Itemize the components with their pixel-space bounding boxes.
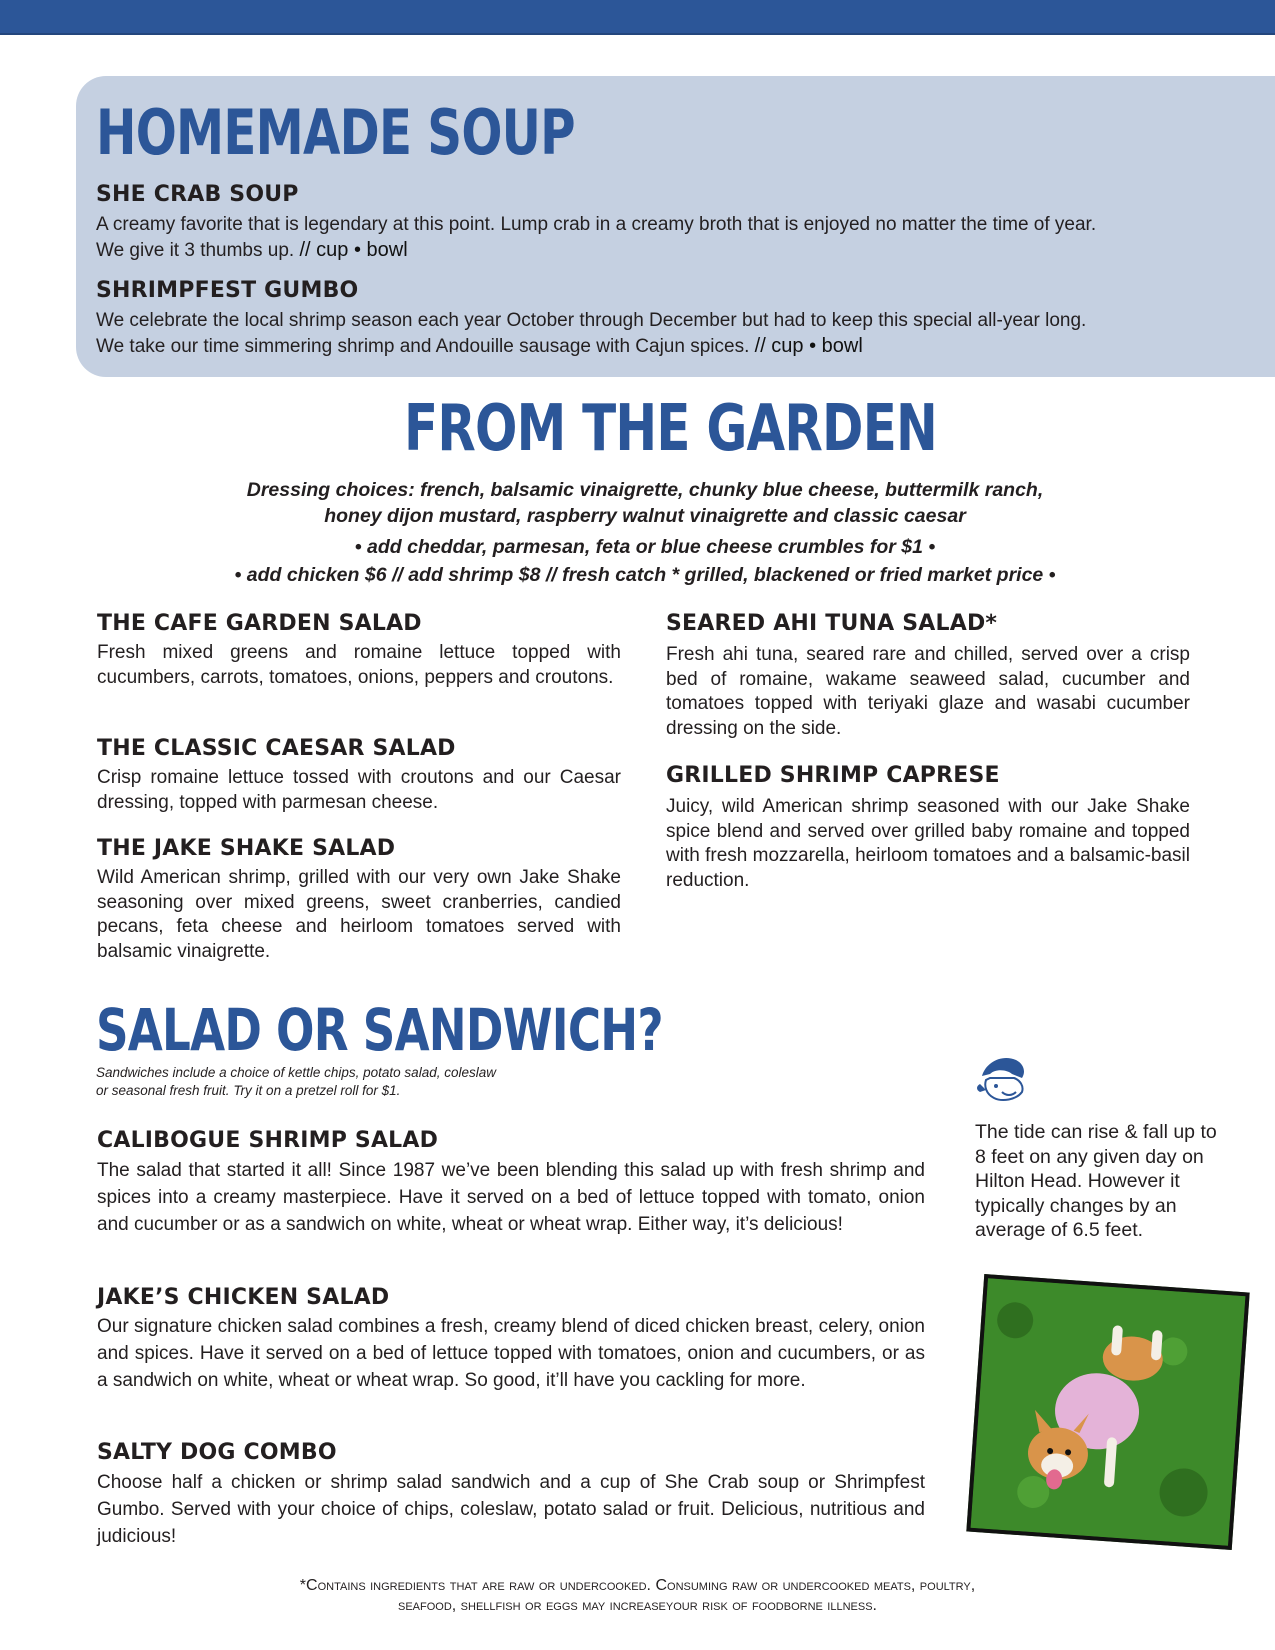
garden-section-title: FROM THE GARDEN (404, 392, 938, 466)
sandwich-section-title: SALAD OR SANDWICH? (96, 996, 663, 1064)
price-options: // cup • bowl (754, 334, 863, 357)
corgi-illustration (971, 1278, 1246, 1545)
menu-item-name: SALTY DOG COMBO (97, 1440, 337, 1465)
menu-item-description: Juicy, wild American shrimp seasoned with our Jake Shake spice blend and served over grilled baby romaine and topped with fresh mozzarella, heirloom tomatoes and a balsamic-basil reduction. (666, 796, 1190, 891)
corgi-photo (966, 1274, 1249, 1550)
sandwich-sides-note (96, 1064, 556, 1100)
disclaimer-line: seafood, shellfish or eggs may increaseyour risk of foodborne illness. (397, 1597, 877, 1614)
description-line: We celebrate the local shrimp season each year October through December but had to keep this special all-year long. (96, 310, 1087, 331)
menu-item-description: Wild American shrimp, grilled with our very own Jake Shake seasoning over mixed greens, sweet cranberries, candied pecans, feta cheese and heirloom tomatoes served with balsamic vinaigrette. (97, 867, 621, 962)
note-line: or seasonal fresh fruit. Try it on a pretzel roll for $1. (96, 1083, 401, 1098)
menu-item-name: JAKE’S CHICKEN SALAD (97, 1285, 390, 1310)
menu-item-name: GRILLED SHRIMP CAPRESE (666, 763, 1000, 788)
menu-item-description (96, 309, 1256, 359)
raw-food-disclaimer (150, 1576, 1125, 1616)
menu-item-name: SHE CRAB SOUP (96, 182, 299, 207)
description-line: We take our time simmering shrimp and Andouille sausage with Cajun spices. (96, 335, 750, 357)
menu-item-name: SEARED AHI TUNA SALAD* (666, 611, 998, 636)
price-options: // cup • bowl (299, 238, 408, 261)
dressing-line: Dressing choices: french, balsamic vinaigrette, chunky blue cheese, buttermilk ranch, (246, 479, 1044, 501)
menu-item-name: THE CAFE GARDEN SALAD (97, 611, 422, 636)
tide-fact: The tide can rise & fall up to 8 feet on any given day on Hilton Head. However it typically changes by an average of 6.5 feet. (975, 1121, 1217, 1241)
description-line: A creamy favorite that is legendary at this point. Lump crab in a creamy broth that is enjoyed no matter the time of year. (96, 214, 1097, 235)
description-line: We give it 3 thumbs up. (96, 239, 295, 261)
top-banner-bar (0, 0, 1275, 35)
disclaimer-line: *Contains ingredients that are raw or undercooked. Consuming raw or undercooked meats, poultry, (299, 1577, 976, 1594)
dressing-choices (150, 477, 1140, 529)
menu-item-description: Our signature chicken salad combines a fresh, creamy blend of diced chicken breast, celery, onion and spices. Have it served on a bed of lettuce topped with tomatoes, onion and cucumbers, or as a sandwich on white, wheat or wheat wrap. So good, it’ll have you cackling for more. (97, 1316, 925, 1391)
menu-item-description: Fresh mixed greens and romaine lettuce topped with cucumbers, carrots, tomatoes, onions, peppers and croutons. (97, 642, 621, 688)
note-line: Sandwiches include a choice of kettle chips, potato salad, coleslaw (96, 1065, 496, 1080)
soup-section-title: HOMEMADE SOUP (96, 96, 575, 169)
menu-item-description: The salad that started it all! Since 1987 we’ve been blending this salad up with fresh shrimp and spices into a creamy masterpiece. Have it served on a bed of lettuce topped with tomato, onion and cucumber or as a sandwich on white, wheat or wheat wrap. Either way, it’s delicious! (97, 1160, 925, 1235)
menu-item-name: THE CLASSIC CAESAR SALAD (97, 736, 456, 761)
cheese-addon: • add cheddar, parmesan, feta or blue cheese crumbles for $1 • (354, 536, 936, 558)
menu-item-description: Fresh ahi tuna, seared rare and chilled, served over a crisp bed of romaine, wakame seaweed salad, cucumber and tomatoes topped with teriyaki glaze and wasabi cucumber dressing on the side. (666, 644, 1190, 739)
menu-item-description: Choose half a chicken or shrimp salad sandwich and a cup of She Crab soup or Shrimpfest Gumbo. Served with your choice of chips, coleslaw, potato salad or fruit. Delicious, nutritious and judicious! (97, 1472, 925, 1547)
salty-dog-logo-icon (972, 1050, 1030, 1106)
menu-item-name: CALIBOGUE SHRIMP SALAD (97, 1128, 439, 1153)
protein-addon: • add chicken $6 // add shrimp $8 // fresh catch * grilled, blackened or fried market price • (234, 564, 1056, 586)
menu-item-name: THE JAKE SHAKE SALAD (97, 836, 396, 861)
menu-item-name: SHRIMPFEST GUMBO (96, 278, 359, 303)
menu-item-description (96, 213, 1256, 263)
menu-item-description: Crisp romaine lettuce tossed with croutons and our Caesar dressing, topped with parmesan cheese. (97, 767, 621, 813)
dressing-line: honey dijon mustard, raspberry walnut vinaigrette and classic caesar (324, 505, 966, 527)
